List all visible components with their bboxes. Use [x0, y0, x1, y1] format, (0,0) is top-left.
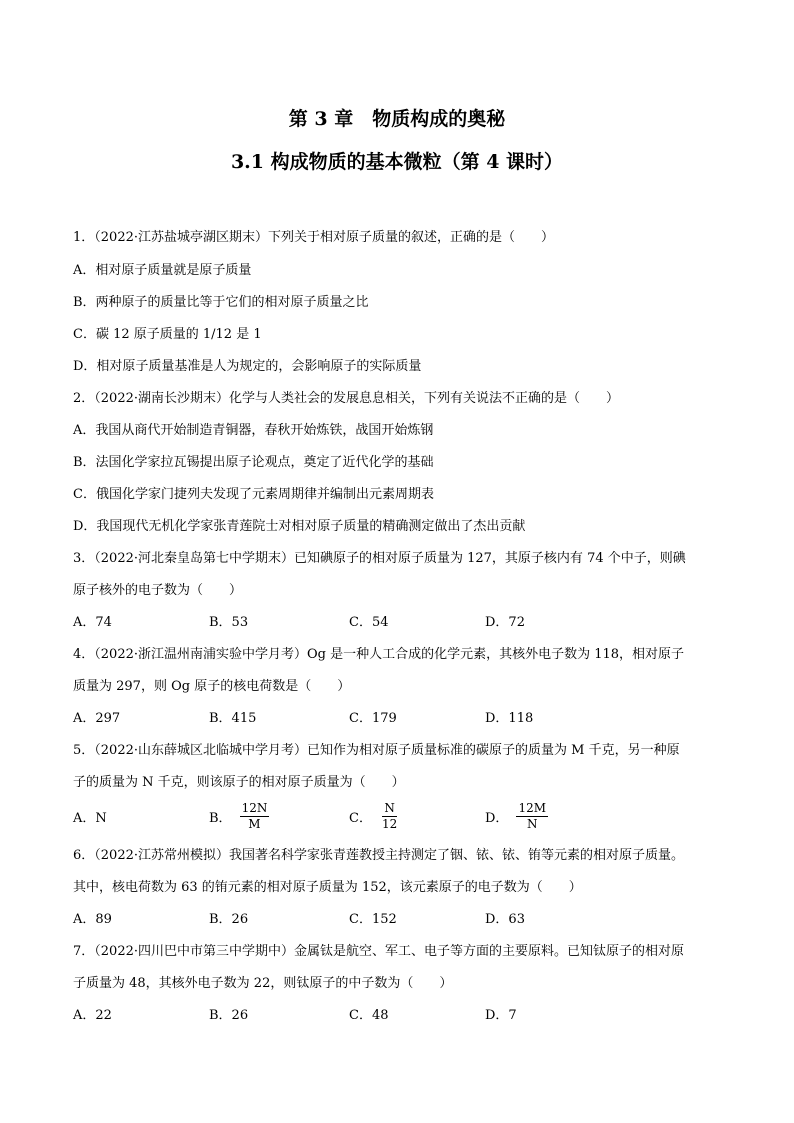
- question-4-option-b: B．415: [209, 711, 257, 726]
- fraction: [516, 801, 548, 832]
- question-3-option-d: D．72: [485, 615, 525, 630]
- question-6-options: [73, 911, 753, 929]
- question-4-option-d: D．118: [485, 711, 534, 726]
- question-2-option-a: A．我国从商代开始制造青铜器，春秋开始炼铁，战国开始炼钢: [73, 423, 434, 438]
- question-5-stem-line-2: 子的质量为 N 千克，则该原子的相对原子质量为（ ）: [73, 775, 405, 790]
- question-7-option-d: D．7: [485, 1008, 517, 1023]
- question-6-option-b: B．26: [209, 912, 249, 927]
- question-1-option-b: B．两种原子的质量比等于它们的相对原子质量之比: [73, 295, 369, 310]
- option-label: B．: [209, 810, 232, 826]
- fraction: [240, 801, 270, 832]
- question-6-option-a: A．89: [73, 912, 112, 927]
- question-6-stem-line-1: 6．（2022·江苏常州模拟）我国著名科学家张青莲教授主持测定了铟、铱、铱、铕等元素的相对原子质量。: [73, 848, 684, 863]
- question-5-option-c: [349, 796, 399, 836]
- option-label: C．: [349, 810, 372, 826]
- question-7-stem-line-1: 7．（2022·四川巴中市第三中学期中）金属钛是航空、军工、电子等方面的主要原料。已知钛原子的相对原: [73, 944, 684, 959]
- section-title: 3.1 构成物质的基本微粒（第 4 课时）: [230, 151, 564, 173]
- question-6-stem-line-2: 其中，核电荷数为 63 的铕元素的相对原子质量为 152，该元素原子的电子数为（ ）: [73, 880, 582, 895]
- option-label: A．N: [73, 810, 107, 826]
- question-1-stem: 1．（2022·江苏盐城亭湖区期末）下列关于相对原子质量的叙述，正确的是（ ）: [73, 230, 554, 245]
- fraction: [380, 801, 399, 832]
- question-5-options: [73, 796, 753, 836]
- question-6-option-d: D．63: [485, 912, 525, 927]
- question-7-option-b: B．26: [209, 1008, 249, 1023]
- question-7-option-a: A．22: [73, 1008, 112, 1023]
- question-2-option-d: D．我国现代无机化学家张青莲院士对相对原子质量的精确测定做出了杰出贡献: [73, 519, 526, 534]
- fraction-denominator: M: [248, 816, 261, 831]
- question-3-option-a: A．74: [73, 615, 112, 630]
- question-3-stem-line-1: 3．（2022·河北秦皇岛第七中学期末）已知碘原子的相对原子质量为 127，其原子核内有 74 个中子，则碘: [73, 551, 686, 566]
- question-7-stem-line-2: 子质量为 48，其核外电子数为 22，则钛原子的中子数为（ ）: [73, 976, 453, 991]
- fraction-numerator: N: [384, 800, 395, 815]
- question-4-options: [73, 710, 753, 728]
- question-7-options: [73, 1007, 753, 1025]
- question-5-option-b: [209, 796, 269, 836]
- question-2-option-c: C．俄国化学家门捷列夫发现了元素周期律并编制出元素周期表: [73, 487, 434, 502]
- question-1-option-c: C．碳 12 原子质量的 1/12 是 1: [73, 327, 262, 342]
- question-7-option-c: C．48: [349, 1008, 389, 1023]
- fraction-denominator: N: [526, 816, 538, 831]
- question-1-option-d: D．相对原子质量基准是人为规定的，会影响原子的实际质量: [73, 359, 422, 374]
- chapter-title: 第 3 章 物质构成的奥秘: [288, 108, 506, 130]
- question-5-stem-line-1: 5．（2022·山东薛城区北临城中学月考）已知作为相对原子质量标准的碳原子的质量为 M 千克，另一种原: [73, 743, 680, 758]
- question-4-stem-line-1: 4．（2022·浙江温州南浦实验中学月考）Og 是一种人工合成的化学元素，其核外电子数为 118，相对原子: [73, 647, 685, 662]
- question-5-option-d: [485, 796, 548, 836]
- question-3-option-c: C．54: [349, 615, 389, 630]
- question-1-option-a: A．相对原子质量就是原子质量: [73, 263, 252, 278]
- fraction-numerator: 12M: [518, 800, 546, 815]
- question-2-option-b: B．法国化学家拉瓦锡提出原子论观点，奠定了近代化学的基础: [73, 455, 434, 470]
- question-3-option-b: B．53: [209, 615, 249, 630]
- question-4-option-c: C．179: [349, 711, 397, 726]
- question-4-stem-line-2: 质量为 297，则 Og 原子的核电荷数是（ ）: [73, 679, 351, 694]
- fraction-denominator: 12: [381, 816, 398, 831]
- question-3-options: [73, 614, 753, 632]
- question-5-option-a: [73, 796, 107, 836]
- fraction-numerator: 12N: [241, 800, 268, 815]
- question-3-stem-line-2: 原子核外的电子数为（ ）: [73, 583, 243, 598]
- question-6-option-c: C．152: [349, 912, 397, 927]
- option-label: D．: [485, 810, 509, 826]
- question-2-stem: 2．（2022·湖南长沙期末）化学与人类社会的发展息息相关，下列有关说法不正确的是（ ）: [73, 391, 619, 406]
- question-4-option-a: A．297: [73, 711, 121, 726]
